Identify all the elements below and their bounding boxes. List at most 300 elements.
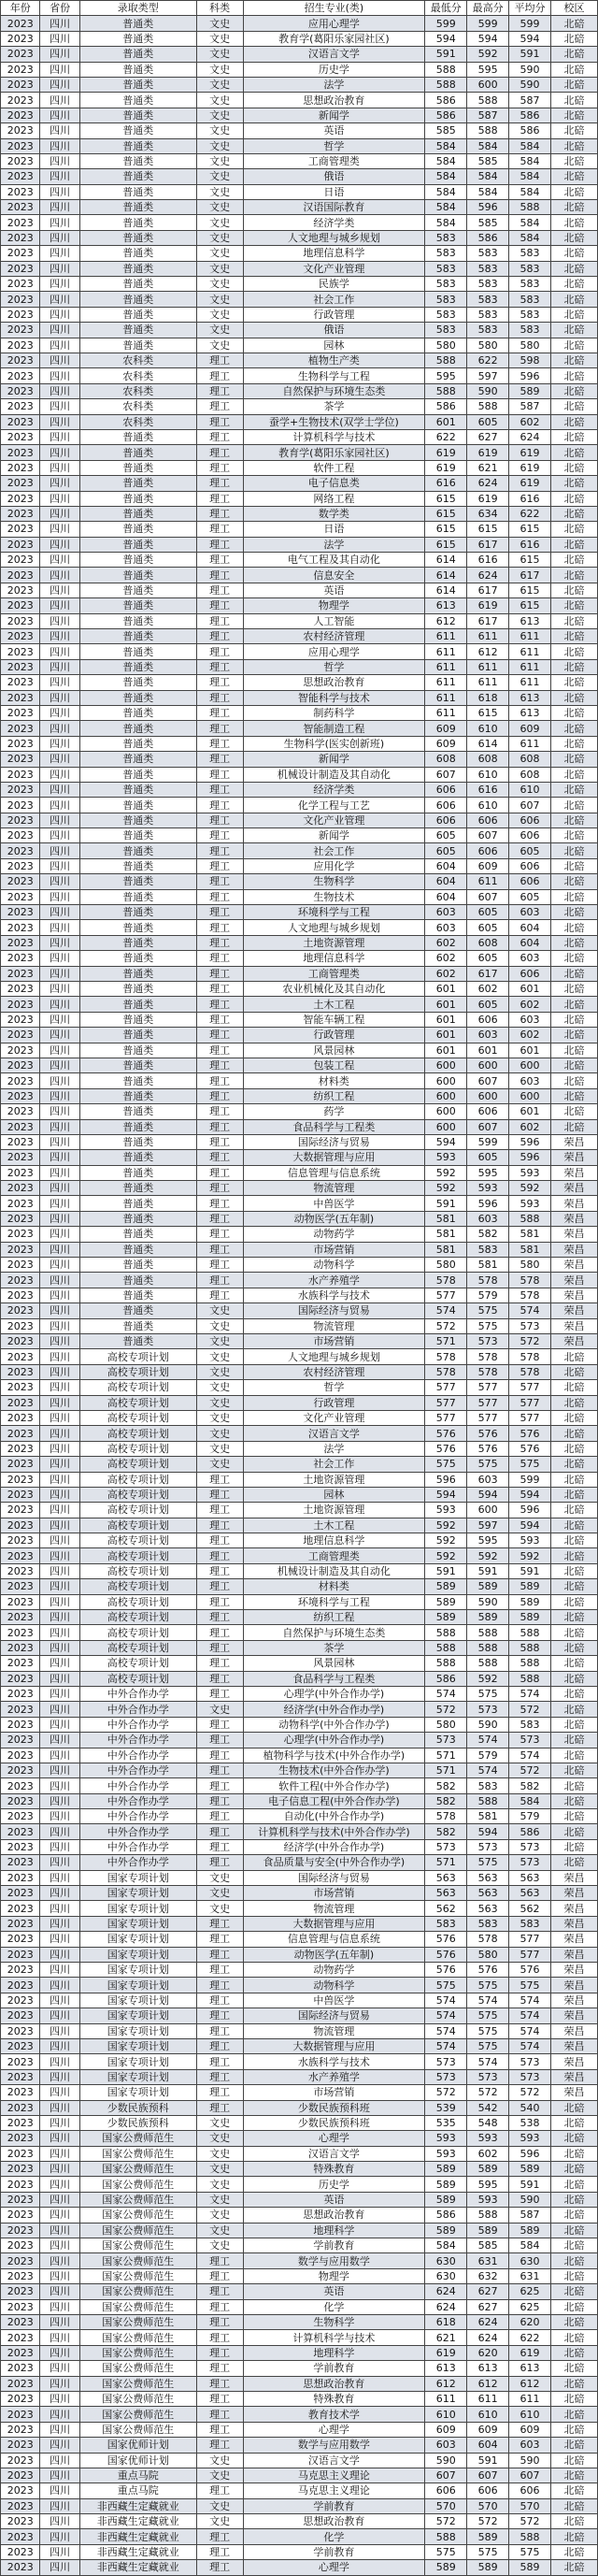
cell-province: 四川 — [40, 476, 79, 491]
cell-admission-type: 中外合作办学 — [79, 1717, 196, 1732]
cell-year: 2023 — [1, 1886, 40, 1901]
cell-major: 日语 — [243, 522, 425, 537]
cell-max-score: 584 — [467, 169, 509, 184]
cell-province: 四川 — [40, 613, 79, 628]
cell-campus: 北碚 — [551, 93, 598, 108]
cell-campus: 北碚 — [551, 2162, 598, 2177]
cell-admission-type: 普通类 — [79, 47, 196, 62]
cell-max-score: 590 — [467, 1717, 509, 1732]
cell-admission-type: 普通类 — [79, 246, 196, 261]
cell-min-score: 614 — [425, 553, 467, 568]
cell-major: 电子信息工程(中外合作办学) — [243, 1793, 425, 1808]
cell-admission-type: 高校专项计划 — [79, 1579, 196, 1594]
cell-min-score: 584 — [425, 200, 467, 215]
cell-campus: 荣昌 — [551, 1901, 598, 1916]
table-row — [1, 169, 598, 184]
table-row — [1, 1426, 598, 1441]
cell-subject: 文史 — [196, 2177, 243, 2192]
cell-major: 应用心理学 — [243, 644, 425, 659]
cell-major: 少数民族预科班 — [243, 2100, 425, 2115]
cell-admission-type: 普通类 — [79, 935, 196, 950]
cell-province: 四川 — [40, 1610, 79, 1625]
cell-campus: 北碚 — [551, 2100, 598, 2115]
cell-max-score: 613 — [467, 2361, 509, 2376]
cell-province: 四川 — [40, 721, 79, 736]
cell-admission-type: 农科类 — [79, 353, 196, 367]
cell-province: 四川 — [40, 1258, 79, 1273]
cell-admission-type: 普通类 — [79, 292, 196, 307]
cell-max-score: 612 — [467, 644, 509, 659]
cell-avg-score: 590 — [509, 77, 551, 92]
cell-campus: 北碚 — [551, 31, 598, 46]
cell-campus: 北碚 — [551, 123, 598, 138]
cell-major: 环境科学与工程 — [243, 905, 425, 920]
cell-min-score: 606 — [425, 798, 467, 813]
cell-year: 2023 — [1, 16, 40, 31]
cell-avg-score: 617 — [509, 568, 551, 583]
cell-avg-score: 602 — [509, 997, 551, 1012]
cell-admission-type: 国家专项计划 — [79, 2085, 196, 2100]
table-row — [1, 1380, 598, 1395]
cell-year: 2023 — [1, 1012, 40, 1027]
cell-min-score: 584 — [425, 138, 467, 153]
cell-subject: 文史 — [196, 1349, 243, 1364]
cell-max-score: 611 — [467, 874, 509, 889]
table-row — [1, 1088, 598, 1103]
cell-min-score: 563 — [425, 1886, 467, 1901]
cell-major: 文化产业管理 — [243, 261, 425, 276]
cell-major: 马克思主义理论 — [243, 2483, 425, 2498]
cell-major: 网络工程 — [243, 491, 425, 506]
cell-admission-type: 中外合作办学 — [79, 1686, 196, 1701]
cell-max-score: 580 — [467, 1947, 509, 1962]
cell-major: 学前教育 — [243, 2238, 425, 2253]
cell-admission-type: 国家公费师范生 — [79, 2223, 196, 2238]
cell-major: 历史学 — [243, 62, 425, 77]
cell-major: 市场营销 — [243, 1333, 425, 1348]
cell-admission-type: 国家专项计划 — [79, 2038, 196, 2053]
cell-major: 经济学(中外合作办学) — [243, 1702, 425, 1717]
table-row — [1, 1196, 598, 1211]
cell-year: 2023 — [1, 1563, 40, 1578]
table-row — [1, 1104, 598, 1119]
table-row — [1, 1518, 598, 1533]
cell-admission-type: 国家专项计划 — [79, 1963, 196, 1978]
cell-province: 四川 — [40, 1656, 79, 1671]
cell-province: 四川 — [40, 261, 79, 276]
cell-avg-score: 598 — [509, 353, 551, 367]
cell-year: 2023 — [1, 1778, 40, 1793]
cell-admission-type: 普通类 — [79, 277, 196, 292]
cell-major: 生物科学与工程 — [243, 368, 425, 383]
cell-min-score: 606 — [425, 813, 467, 827]
cell-max-score: 592 — [467, 1671, 509, 1686]
cell-avg-score: 606 — [509, 966, 551, 981]
cell-province: 四川 — [40, 522, 79, 537]
table-row — [1, 2514, 598, 2529]
cell-campus: 北碚 — [551, 368, 598, 383]
cell-avg-score: 576 — [509, 1426, 551, 1441]
cell-year: 2023 — [1, 721, 40, 736]
cell-major: 物理学 — [243, 2268, 425, 2283]
cell-avg-score: 588 — [509, 1656, 551, 1671]
cell-year: 2023 — [1, 1901, 40, 1916]
cell-subject: 文史 — [196, 62, 243, 77]
cell-subject: 文史 — [196, 1870, 243, 1885]
cell-avg-score: 593 — [509, 2131, 551, 2146]
cell-year: 2023 — [1, 889, 40, 904]
cell-avg-score: 612 — [509, 2376, 551, 2391]
cell-campus: 北碚 — [551, 1625, 598, 1640]
cell-subject: 理工 — [196, 1778, 243, 1793]
cell-max-score: 592 — [467, 1548, 509, 1563]
cell-min-score: 574 — [425, 2038, 467, 2053]
table-row — [1, 77, 598, 92]
cell-province: 四川 — [40, 568, 79, 583]
cell-major: 纺织工程 — [243, 1088, 425, 1103]
cell-subject: 文史 — [196, 1364, 243, 1379]
cell-min-score: 583 — [425, 323, 467, 338]
table-row — [1, 460, 598, 475]
table-row — [1, 935, 598, 950]
cell-province: 四川 — [40, 2131, 79, 2146]
cell-province: 四川 — [40, 858, 79, 873]
cell-subject: 文史 — [196, 1380, 243, 1395]
cell-subject: 理工 — [196, 1503, 243, 1518]
cell-campus: 北碚 — [551, 2330, 598, 2345]
cell-year: 2023 — [1, 2314, 40, 2329]
cell-admission-type: 非西藏生定藏就业 — [79, 2560, 196, 2575]
cell-subject: 理工 — [196, 1978, 243, 1993]
cell-subject: 理工 — [196, 675, 243, 690]
cell-campus: 北碚 — [551, 1012, 598, 1027]
table-row — [1, 1702, 598, 1717]
cell-max-score: 611 — [467, 659, 509, 674]
cell-max-score: 627 — [467, 429, 509, 444]
cell-max-score: 589 — [467, 2162, 509, 2177]
cell-min-score: 576 — [425, 1441, 467, 1456]
cell-min-score: 572 — [425, 2514, 467, 2529]
cell-campus: 北碚 — [551, 1855, 598, 1870]
cell-subject: 文史 — [196, 2498, 243, 2513]
cell-max-score: 589 — [467, 2560, 509, 2575]
cell-subject: 文史 — [196, 16, 243, 31]
cell-year: 2023 — [1, 659, 40, 674]
cell-min-score: 606 — [425, 2483, 467, 2498]
cell-major: 茶学 — [243, 399, 425, 414]
cell-avg-score: 591 — [509, 2177, 551, 2192]
table-row — [1, 905, 598, 920]
cell-min-score: 619 — [425, 460, 467, 475]
cell-min-score: 580 — [425, 338, 467, 353]
cell-province: 四川 — [40, 675, 79, 690]
cell-avg-score: 593 — [509, 1165, 551, 1180]
cell-province: 四川 — [40, 429, 79, 444]
table-row — [1, 1349, 598, 1364]
cell-province: 四川 — [40, 1932, 79, 1947]
cell-avg-score: 602 — [509, 1028, 551, 1043]
cell-avg-score: 572 — [509, 1763, 551, 1777]
cell-subject: 理工 — [196, 1028, 243, 1043]
cell-avg-score: 589 — [509, 2162, 551, 2177]
cell-admission-type: 非西藏生定藏就业 — [79, 2498, 196, 2513]
cell-year: 2023 — [1, 1028, 40, 1043]
cell-province: 四川 — [40, 1855, 79, 1870]
cell-year: 2023 — [1, 2361, 40, 2376]
cell-admission-type: 农科类 — [79, 368, 196, 383]
cell-min-score: 609 — [425, 2422, 467, 2437]
cell-subject: 理工 — [196, 644, 243, 659]
table-row — [1, 1012, 598, 1027]
cell-province: 四川 — [40, 1563, 79, 1578]
cell-province: 四川 — [40, 1671, 79, 1686]
cell-min-score: 602 — [425, 966, 467, 981]
table-row — [1, 491, 598, 506]
cell-max-score: 585 — [467, 2238, 509, 2253]
cell-min-score: 603 — [425, 905, 467, 920]
cell-avg-score: 594 — [509, 31, 551, 46]
cell-avg-score: 611 — [509, 736, 551, 751]
cell-major: 国际经济与贸易 — [243, 1134, 425, 1149]
cell-admission-type: 普通类 — [79, 429, 196, 444]
table-row — [1, 2422, 598, 2437]
cell-avg-score: 577 — [509, 1932, 551, 1947]
table-body — [1, 16, 598, 2575]
cell-subject: 理工 — [196, 353, 243, 367]
cell-max-score: 589 — [467, 2223, 509, 2238]
cell-min-score: 581 — [425, 1227, 467, 1242]
cell-max-score: 595 — [467, 62, 509, 77]
cell-province: 四川 — [40, 506, 79, 521]
cell-avg-score: 624 — [509, 429, 551, 444]
cell-major: 自动化(中外合作办学) — [243, 1809, 425, 1824]
cell-admission-type: 普通类 — [79, 445, 196, 460]
cell-avg-score: 609 — [509, 2422, 551, 2437]
cell-year: 2023 — [1, 2054, 40, 2069]
cell-campus: 北碚 — [551, 246, 598, 261]
cell-min-score: 577 — [425, 1380, 467, 1395]
cell-campus: 北碚 — [551, 997, 598, 1012]
cell-province: 四川 — [40, 93, 79, 108]
cell-avg-score: 608 — [509, 752, 551, 767]
table-row — [1, 553, 598, 568]
cell-major: 纺织工程 — [243, 1610, 425, 1625]
cell-avg-score: 574 — [509, 2038, 551, 2053]
cell-subject: 理工 — [196, 1211, 243, 1226]
cell-campus: 荣昌 — [551, 1318, 598, 1333]
table-row — [1, 2162, 598, 2177]
cell-admission-type: 普通类 — [79, 506, 196, 521]
cell-province: 四川 — [40, 77, 79, 92]
cell-admission-type: 国家公费师范生 — [79, 2131, 196, 2146]
table-row — [1, 644, 598, 659]
cell-subject: 理工 — [196, 1717, 243, 1732]
cell-admission-type: 普通类 — [79, 537, 196, 552]
cell-avg-score: 563 — [509, 1870, 551, 1885]
cell-min-score: 593 — [425, 2131, 467, 2146]
cell-max-score: 624 — [467, 2330, 509, 2345]
cell-major: 中兽医学 — [243, 1993, 425, 2008]
cell-max-score: 586 — [467, 230, 509, 245]
cell-subject: 理工 — [196, 966, 243, 981]
cell-province: 四川 — [40, 2069, 79, 2084]
cell-admission-type: 普通类 — [79, 644, 196, 659]
cell-max-score: 574 — [467, 1993, 509, 2008]
cell-max-score: 600 — [467, 77, 509, 92]
cell-year: 2023 — [1, 445, 40, 460]
cell-admission-type: 非西藏生定藏就业 — [79, 2529, 196, 2544]
cell-max-score: 588 — [467, 1640, 509, 1655]
cell-avg-score: 622 — [509, 2330, 551, 2345]
cell-major: 应用心理学 — [243, 16, 425, 31]
cell-subject: 理工 — [196, 1671, 243, 1686]
cell-min-score: 576 — [425, 1963, 467, 1978]
cell-min-score: 591 — [425, 1196, 467, 1211]
table-row — [1, 1978, 598, 1993]
cell-subject: 理工 — [196, 1855, 243, 1870]
table-row — [1, 414, 598, 429]
cell-subject: 理工 — [196, 2299, 243, 2314]
cell-avg-score: 538 — [509, 2115, 551, 2130]
cell-min-score: 563 — [425, 1870, 467, 1885]
cell-province: 四川 — [40, 1073, 79, 1088]
table-row — [1, 246, 598, 261]
cell-province: 四川 — [40, 1963, 79, 1978]
table-row — [1, 767, 598, 782]
cell-min-score: 586 — [425, 108, 467, 122]
cell-min-score: 594 — [425, 31, 467, 46]
cell-avg-score: 611 — [509, 2391, 551, 2406]
cell-year: 2023 — [1, 2208, 40, 2223]
cell-admission-type: 国家专项计划 — [79, 2069, 196, 2084]
cell-max-score: 619 — [467, 491, 509, 506]
cell-province: 四川 — [40, 1288, 79, 1302]
cell-major: 软件工程(中外合作办学) — [243, 1778, 425, 1793]
cell-year: 2023 — [1, 2468, 40, 2482]
cell-campus: 荣昌 — [551, 1227, 598, 1242]
cell-min-score: 601 — [425, 982, 467, 997]
cell-province: 四川 — [40, 1104, 79, 1119]
cell-min-score: 586 — [425, 2208, 467, 2223]
col-header-year: 年份 — [1, 1, 40, 16]
cell-admission-type: 普通类 — [79, 782, 196, 797]
cell-year: 2023 — [1, 2131, 40, 2146]
cell-admission-type: 中外合作办学 — [79, 1763, 196, 1777]
cell-campus: 北碚 — [551, 1717, 598, 1732]
cell-admission-type: 农科类 — [79, 399, 196, 414]
cell-campus: 北碚 — [551, 506, 598, 521]
cell-year: 2023 — [1, 261, 40, 276]
cell-max-score: 593 — [467, 1181, 509, 1196]
cell-province: 四川 — [40, 1533, 79, 1548]
cell-avg-score: 605 — [509, 889, 551, 904]
cell-admission-type: 普通类 — [79, 736, 196, 751]
cell-province: 四川 — [40, 1886, 79, 1901]
cell-admission-type: 普通类 — [79, 1028, 196, 1043]
table-row — [1, 522, 598, 537]
table-row — [1, 2284, 598, 2299]
cell-subject: 理工 — [196, 506, 243, 521]
cell-admission-type: 农科类 — [79, 414, 196, 429]
cell-campus: 北碚 — [551, 2192, 598, 2207]
cell-min-score: 600 — [425, 1088, 467, 1103]
cell-province: 四川 — [40, 843, 79, 858]
cell-campus: 北碚 — [551, 62, 598, 77]
cell-admission-type: 高校专项计划 — [79, 1671, 196, 1686]
table-row — [1, 2008, 598, 2023]
cell-subject: 文史 — [196, 169, 243, 184]
table-row — [1, 1901, 598, 1916]
cell-year: 2023 — [1, 353, 40, 367]
cell-admission-type: 国家公费师范生 — [79, 2314, 196, 2329]
cell-subject: 理工 — [196, 1518, 243, 1533]
cell-major: 社会工作 — [243, 843, 425, 858]
cell-subject: 文史 — [196, 108, 243, 122]
cell-province: 四川 — [40, 966, 79, 981]
cell-major: 国际经济与贸易 — [243, 2008, 425, 2023]
cell-max-score: 606 — [467, 1104, 509, 1119]
cell-min-score: 578 — [425, 1349, 467, 1364]
cell-max-score: 575 — [467, 2023, 509, 2038]
cell-avg-score: 587 — [509, 93, 551, 108]
cell-subject: 理工 — [196, 905, 243, 920]
cell-min-score: 607 — [425, 767, 467, 782]
cell-max-score: 627 — [467, 2284, 509, 2299]
cell-major: 教育学(葛阳乐家园社区) — [243, 31, 425, 46]
cell-year: 2023 — [1, 31, 40, 46]
table-row — [1, 108, 598, 122]
cell-subject: 文史 — [196, 1426, 243, 1441]
cell-subject: 文史 — [196, 1441, 243, 1456]
cell-max-score: 589 — [467, 1579, 509, 1594]
cell-campus: 北碚 — [551, 323, 598, 338]
cell-major: 物理学 — [243, 598, 425, 613]
cell-max-score: 589 — [467, 2529, 509, 2544]
cell-province: 四川 — [40, 2330, 79, 2345]
table-row — [1, 1671, 598, 1686]
cell-max-score: 619 — [467, 445, 509, 460]
cell-major: 包装工程 — [243, 1058, 425, 1072]
cell-major: 数学与应用数学 — [243, 2253, 425, 2268]
cell-year: 2023 — [1, 2498, 40, 2513]
table-row — [1, 2208, 598, 2223]
cell-max-score: 596 — [467, 200, 509, 215]
cell-admission-type: 高校专项计划 — [79, 1457, 196, 1472]
cell-admission-type: 高校专项计划 — [79, 1563, 196, 1578]
cell-major: 机械设计制造及其自动化 — [243, 1563, 425, 1578]
cell-campus: 北碚 — [551, 1349, 598, 1364]
cell-campus: 北碚 — [551, 1104, 598, 1119]
cell-avg-score: 596 — [509, 368, 551, 383]
cell-province: 四川 — [40, 123, 79, 138]
table-row — [1, 1364, 598, 1379]
table-row — [1, 2361, 598, 2376]
cell-admission-type: 国家公费师范生 — [79, 2284, 196, 2299]
cell-avg-score: 573 — [509, 1318, 551, 1333]
cell-province: 四川 — [40, 2115, 79, 2130]
cell-province: 四川 — [40, 1778, 79, 1793]
cell-province: 四川 — [40, 353, 79, 367]
cell-min-score: 577 — [425, 1410, 467, 1425]
cell-year: 2023 — [1, 874, 40, 889]
cell-min-score: 592 — [425, 1165, 467, 1180]
cell-min-score: 580 — [425, 1258, 467, 1273]
cell-major: 经济学类 — [243, 782, 425, 797]
cell-avg-score: 594 — [509, 1487, 551, 1502]
cell-max-score: 579 — [467, 1288, 509, 1302]
cell-subject: 理工 — [196, 767, 243, 782]
cell-admission-type: 普通类 — [79, 752, 196, 767]
